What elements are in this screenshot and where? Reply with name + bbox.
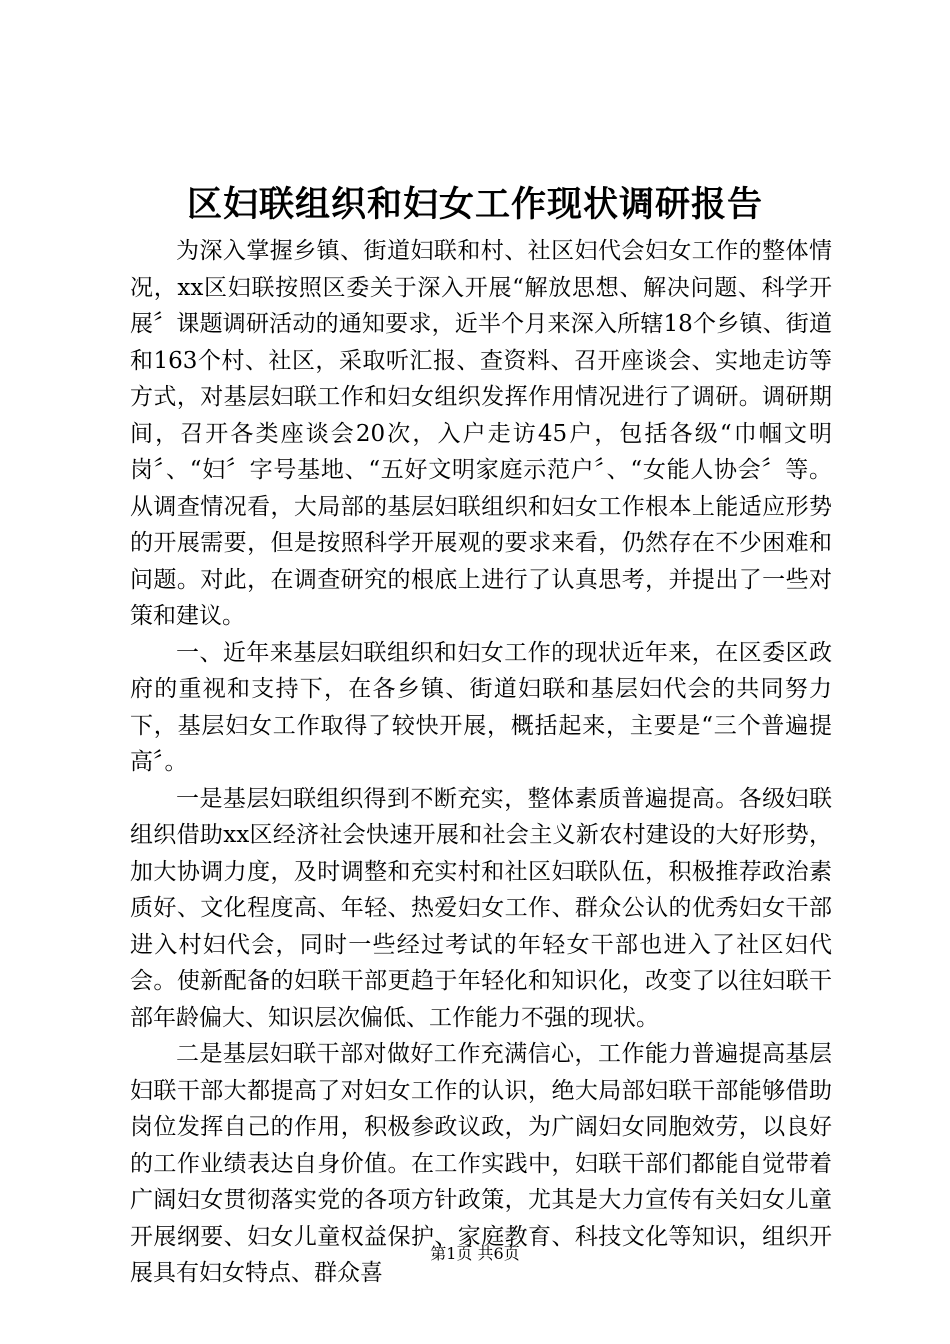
paragraph-point-two: 二是基层妇联干部对做好工作充满信心，工作能力普遍提高基层妇联干部大都提高了对妇女工作的认识，绝大局部妇联干部能够借助岗位发挥自己的作用，积极参政议政，为广阔妇女同胞效劳，以良好的工作业绩表达自身价值。在工作实践中，妇联干部们都能自觉带着广阔妇女贯彻落实党的各项方针政策，尤其是大力宣传有关妇女儿童开展纲要、妇女儿童权益保护、家庭教育、科技文化等知识，组织开展具有妇女特点、群众喜: [130, 1041, 832, 1286]
paragraph-section-one: 一、近年来基层妇联组织和妇女工作的现状近年来，在区委区政府的重视和支持下，在各乡镇、街道妇联和基层妇代会的共同努力下，基层妇女工作取得了较快开展，概括起来，主要是“三个普遍提高〞。: [130, 639, 832, 775]
paragraph-intro: 为深入掌握乡镇、街道妇联和村、社区妇代会妇女工作的整体情况，xx区妇联按照区委关于深入开展“解放思想、解决问题、科学开展〞课题调研活动的通知要求，近半个月来深入所辖18个乡镇、街道和163个村、社区，采取听汇报、查资料、召开座谈会、实地走访等方式，对基层妇联工作和妇女组织发挥作用情况进行了调研。调研期间，召开各类座谈会20次，入户走访45户，包括各级“巾帼文明岗〞、“妇〞字号基地、“五好文明家庭示范户〞、“女能人协会〞等。从调查情况看，大局部的基层妇联组织和妇女工作根本上能适应形势的开展需要，但是按照科学开展观的要求来看，仍然存在不少困难和问题。对此，在调查研究的根底上进行了认真思考，并提出了一些对策和建议。: [130, 238, 832, 629]
paragraph-point-one: 一是基层妇联组织得到不断充实，整体素质普遍提高。各级妇联组织借助xx区经济社会快速开展和社会主义新农村建设的大好形势，加大协调力度，及时调整和充实村和社区妇联队伍，积极推荐政治素质好、文化程度高、年轻、热爱妇女工作、群众公认的优秀妇女干部进入村妇代会，同时一些经过考试的年轻女干部也进入了社区妇代会。使新配备的妇联干部更趋于年轻化和知识化，改变了以往妇联干部年龄偏大、知识层次偏低、工作能力不强的现状。: [130, 785, 832, 1031]
document-title: 区妇联组织和妇女工作现状调研报告: [186, 184, 763, 225]
page-footer: 第1页 共6页: [430, 1244, 520, 1263]
document-body: [130, 233, 832, 1292]
